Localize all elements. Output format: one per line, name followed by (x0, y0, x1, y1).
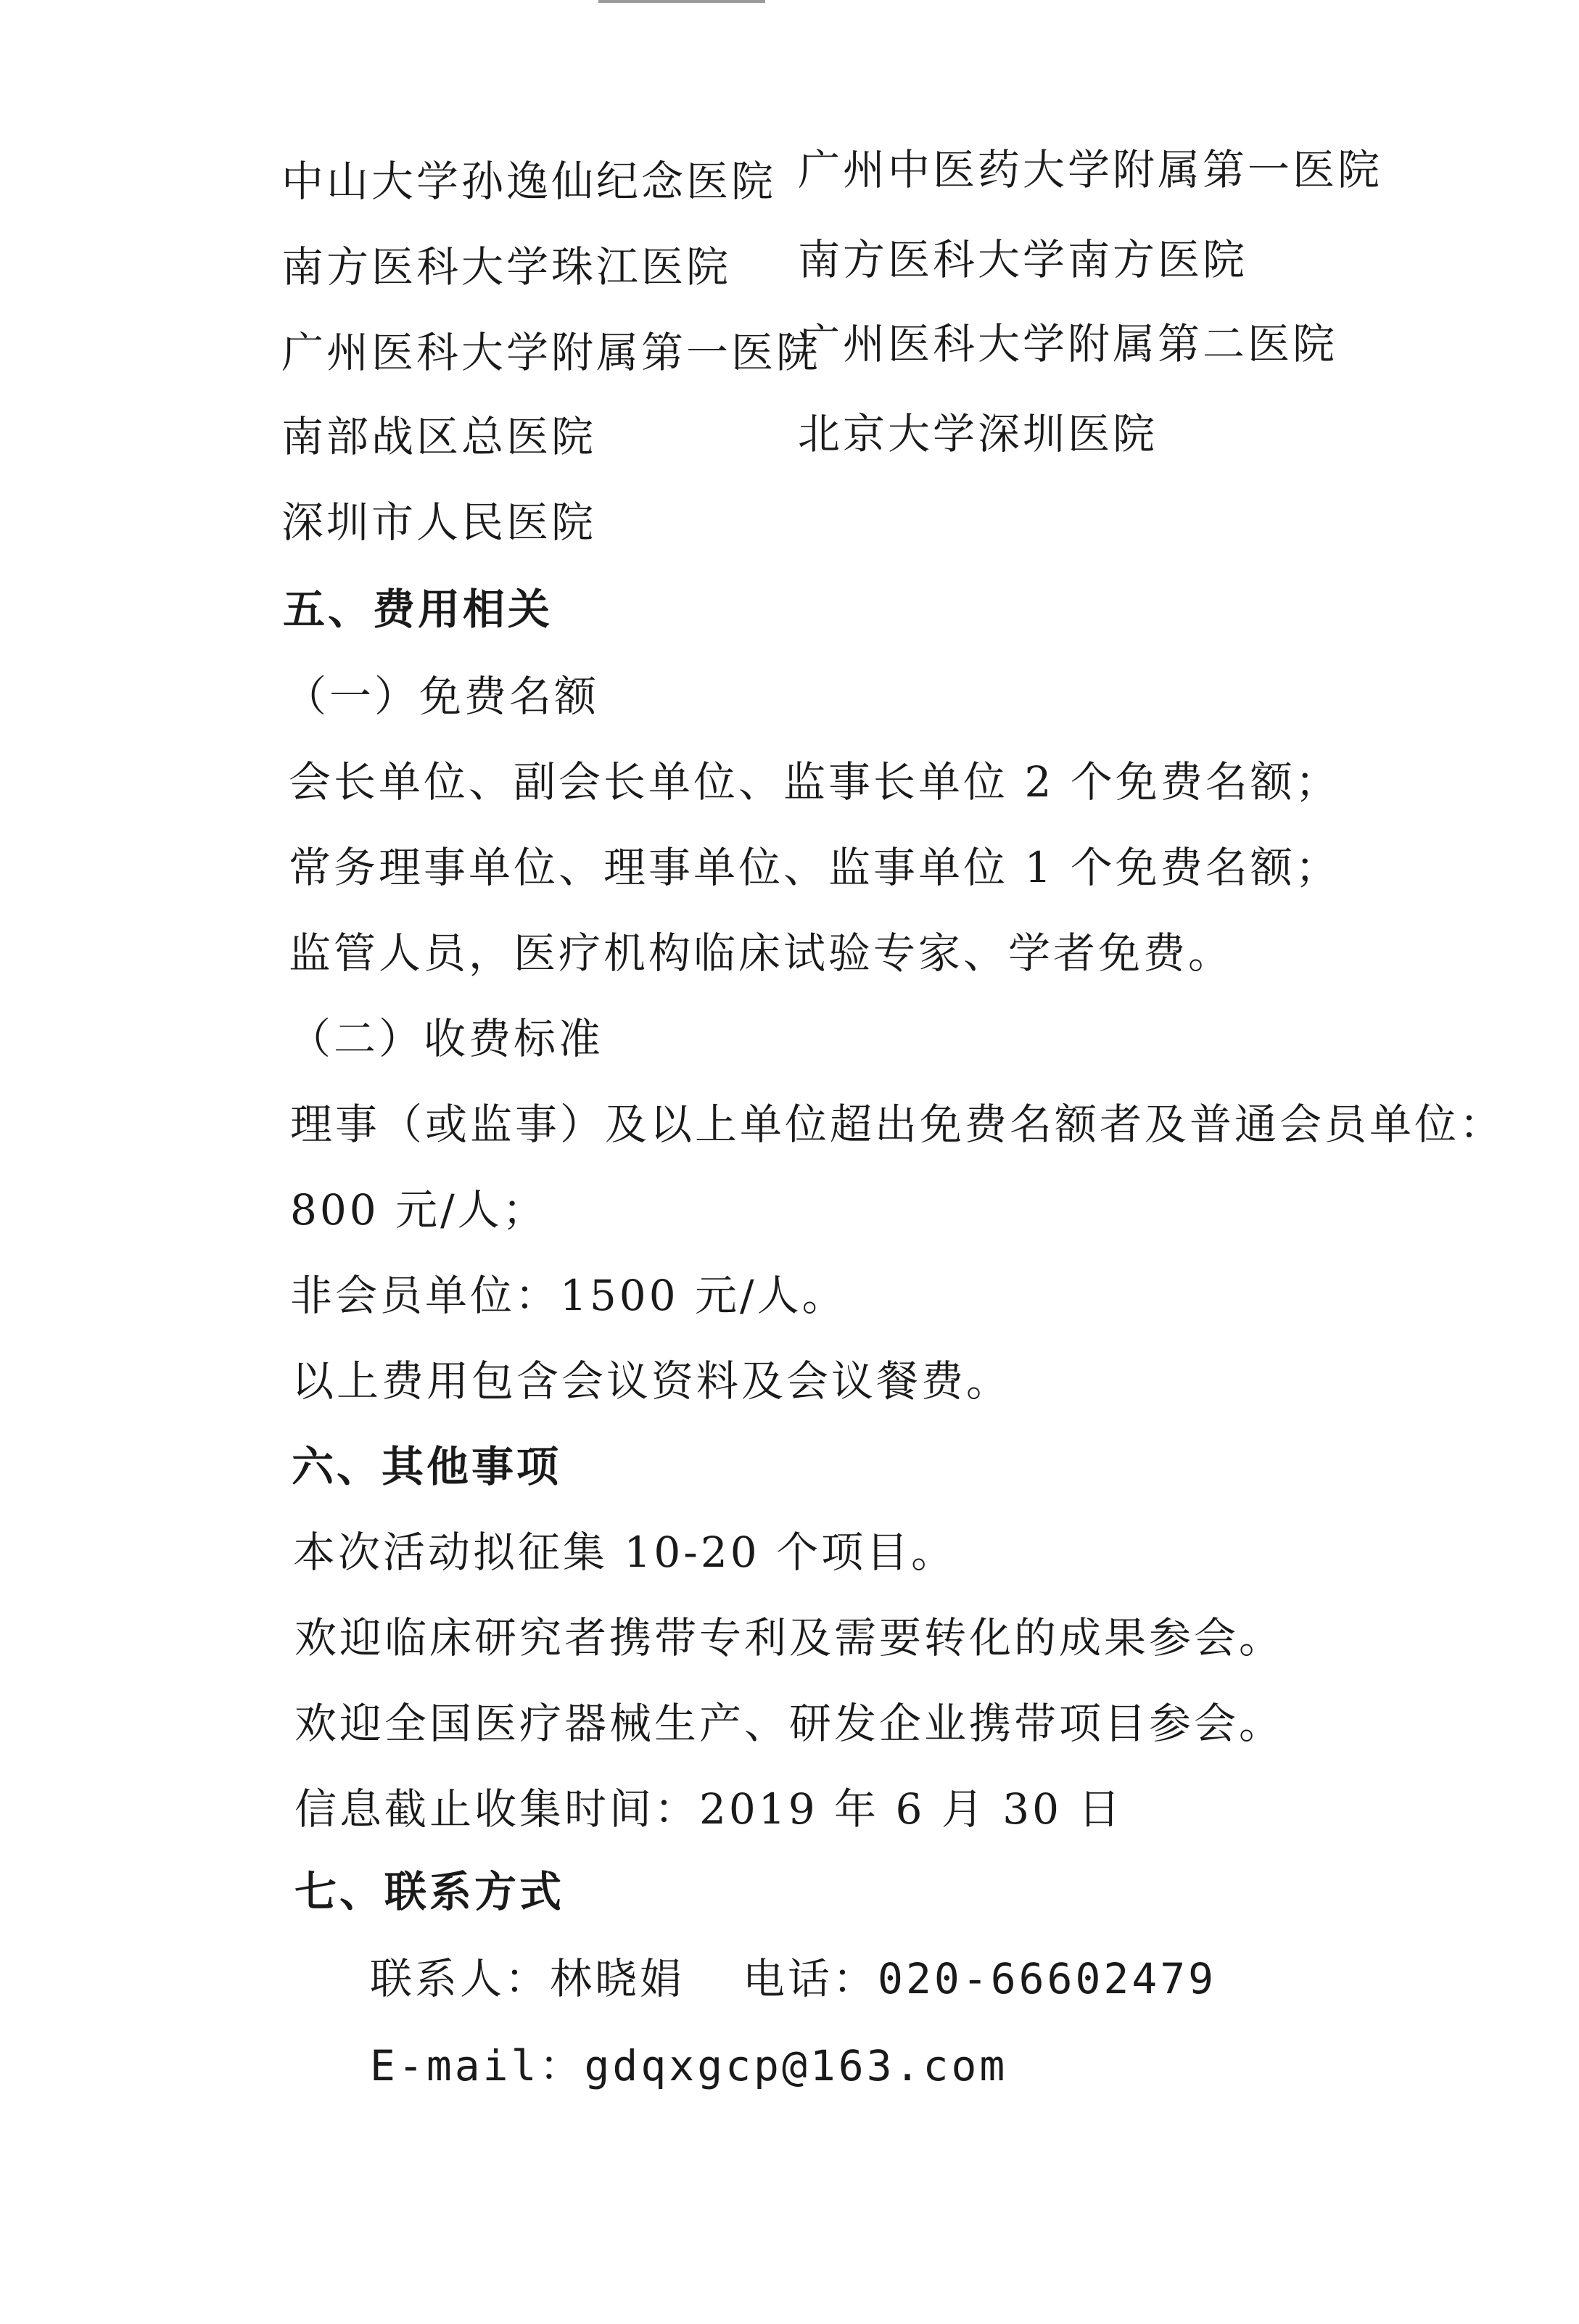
subsection-heading: （一）免费名额 (284, 672, 600, 721)
subsection-heading: （二）收费标准 (289, 1014, 604, 1063)
contact-name: 林晓娟 (550, 1954, 685, 2003)
paragraph-line: 800 元/人； (290, 1185, 548, 1235)
phone-number: 020-66602479 (878, 1954, 1217, 2003)
paragraph-line: 监管人员，医疗机构临床试验专家、学者免费。 (289, 928, 1234, 978)
email-address: gdqxgcp@163.com (584, 2041, 1008, 2090)
section-heading: 五、费用相关 (283, 585, 553, 634)
hospital-item: 广州中医药大学附属第一医院 (798, 145, 1383, 194)
hospital-item: 中山大学孙逸仙纪念医院 (281, 157, 777, 206)
hospital-item: 南方医科大学南方医院 (798, 235, 1248, 284)
hospital-item: 广州医科大学附属第二医院 (798, 319, 1338, 368)
hospital-item: 南部战区总医院 (281, 412, 597, 461)
paragraph-line: 常务理事单位、理事单位、监事单位 1 个免费名额； (289, 843, 1340, 892)
paragraph-line: 欢迎临床研究者携带专利及需要转化的成果参会。 (294, 1613, 1285, 1662)
paragraph-line: 会长单位、副会长单位、监事长单位 2 个免费名额； (289, 757, 1340, 807)
hospital-item: 南方医科大学珠江医院 (281, 242, 732, 292)
contact-label: 联系人： (370, 1954, 551, 2003)
hospital-item: 深圳市人民医院 (281, 498, 597, 547)
phone-label: 电话： (743, 1954, 878, 2003)
paragraph-line: 信息截止收集时间：2019 年 6 月 30 日 (294, 1784, 1124, 1834)
email-line (370, 2040, 1007, 2091)
hospital-item: 北京大学深圳医院 (798, 409, 1158, 458)
hospital-item: 广州医科大学附属第一医院 (281, 328, 822, 377)
top-rule (598, 0, 765, 3)
paragraph-line: 理事（或监事）及以上单位超出免费名额者及普通会员单位： (290, 1100, 1505, 1149)
paragraph-line: 非会员单位：1500 元/人。 (290, 1271, 847, 1320)
paragraph-line: 本次活动拟征集 10-20 个项目。 (293, 1528, 957, 1577)
paragraph-line: 欢迎全国医疗器械生产、研发企业携带项目参会。 (294, 1699, 1285, 1748)
section-heading: 六、其他事项 (292, 1442, 562, 1491)
email-label: E-mail： (370, 2041, 585, 2090)
section-heading: 七、联系方式 (294, 1867, 565, 1916)
contact-line (370, 1953, 1216, 2004)
paragraph-line: 以上费用包含会议资料及会议餐费。 (292, 1356, 1012, 1406)
